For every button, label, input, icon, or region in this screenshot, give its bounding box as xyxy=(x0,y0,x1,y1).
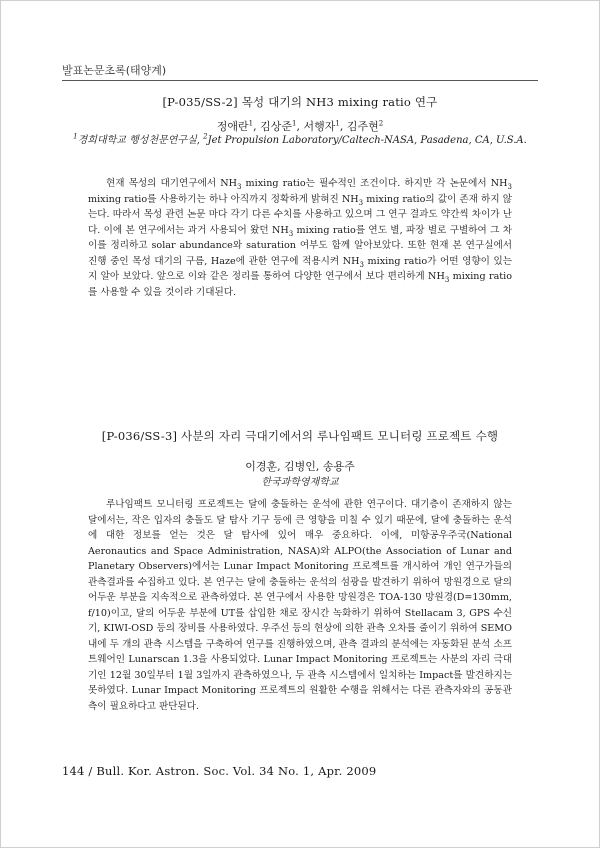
abstract-2-body: 루나임팩트 모니터링 프로젝트는 달에 충돌하는 운석에 관한 연구이다. 대기층이 존재하지 않는 달에서는, 작은 입자의 충돌도 달 탐사 기구 등에 큰 영향을 미칠 수 있기 때문에, 달에 충돌하는 운석에 대한 정보를 얻는 것은 달 탐사에 있어 매우 중요하다. 이에, 미항공우주국(National Aeronautics and Space Administration, NASA)와 ALPO(the Association of Lunar and Planetary Observers)에서는 Lunar Impact Monitoring 프로젝트를 개시하여 개인 연구가들의 관측결과를 수집하고 있다. 본 연구는 달에 충돌하는 운석의 섬광을 발견하기 위하여 망원경으로 달의 어두운 부분을 지속적으로 관측하였다. 본 연구에서 사용한 망원경은 TOA-130 망원경(D=130mm, f/10)이고, 달의 어두운 부분에 UT를 삽입한 채로 장시간 녹화하기 위하여 Stellacam 3, GPS 수신기, KIWI-OSD 등의 장비를 사용하였다. 우주선 등의 현상에 의한 관측 오차를 줄이기 위하여 SEMO내에 두 개의 관측 시스템을 구축하여 연구를 진행하였으며, 관측 결과의 분석에는 자동화된 분석 소프트웨어인 Lunarscan 1.3을 사용되었다. Lunar Impact Monitoring 프로젝트는 사분의 자리 극대기인 12월 30일부터 1월 3일까지 관측하였으나, 두 관측 시스템에서 일치하는 Impact를 발견하지는 못하였다. Lunar Impact Monitoring 프로젝트의 원활한 수행을 위해서는 다른 관측자와의 공동관측이 필요하다고 판단된다. xyxy=(88,499,512,712)
page-footer: 144 / Bull. Kor. Astron. Soc. Vol. 34 No. 1, Apr. 2009 xyxy=(62,764,377,778)
abstract-1-title-nh3: NH3 xyxy=(306,95,335,109)
author-3: 서행자 xyxy=(303,120,336,133)
author-4: 김주현 xyxy=(346,120,379,133)
abstract-2-affiliation: 한국과학영재학교 xyxy=(261,477,339,488)
abstract-2-code: [P-036/SS-3] xyxy=(101,429,178,443)
abstract-2-title xyxy=(62,428,538,444)
author-1: 정애란 xyxy=(216,120,249,133)
abstract-1-code: [P-035/SS-2] xyxy=(162,95,238,109)
abstract-1-body: 현재 목성의 대기연구에서 $NH_3$ mixing ratio는 필수적인 조건이다. 하지만 각 논문에서 $NH_3$ mixing ratio를 사용하기는 하나 아직까지 정확하게 밝혀진 $NH_3$ mixing ratio의 값이 존재 하지 않는다. 따라서 목성 관련 논문 마다 각기 다른 수치를 사용하고 있으며 그 연구 결과도 약간씩 차이가 난다. 이에 본 연구에서는 과거 사용되어 왔던 $NH_3$ mixing ratio를 연도 별, 파장 별로 구별하여 그 차이를 정리하고 solar abundance와 saturation 여부도 함께 알아보았다. 또한 현재 본 연구실에서 진행 중인 목성 대기의 구름, Haze에 관한 연구에 적용시켜 $NH_3$ mixing ratio가 어떤 영향이 있는 지 알아 보았다. 앞으로 이와 같은 정리를 통하여 다양한 연구에서 보다 편리하게 $NH_3$ mixing ratio를 사용할 수 있을 것이라 기대된다. xyxy=(88,178,512,298)
section-header: 발표논문초록(태양계) xyxy=(62,64,167,77)
affiliation-1: 경희대학교 행성천문연구실, xyxy=(77,135,204,146)
abstract-1-authors: 정애란$^1$, 김상준$^1$, 서행자$^1$, 김주현$^2$ xyxy=(216,119,384,133)
affiliation-2: Jet Propulsion Laboratory/Caltech-NASA, Pasadena, CA, U.S.A. xyxy=(207,135,527,146)
abstract-1-title xyxy=(62,94,538,110)
abstract-1-affiliations: $^1$경희대학교 행성천문연구실, $^2$Jet Propulsion Laboratory/Caltech-NASA, Pasadena, CA, U.S.A. xyxy=(73,132,527,146)
abstract-2-title-text: 사분의 자리 극대기에서의 루나임팩트 모니터링 프로젝트 수행 xyxy=(181,429,499,443)
abstract-1-title-part2: mixing ratio 연구 xyxy=(334,95,438,109)
header-rule xyxy=(62,80,538,81)
abstract-1-title-part1: 목성 대기의 xyxy=(241,95,306,109)
author-2: 김상준 xyxy=(260,120,293,133)
abstract-2-authors: 이경훈, 김병인, 송용주 xyxy=(245,460,355,473)
